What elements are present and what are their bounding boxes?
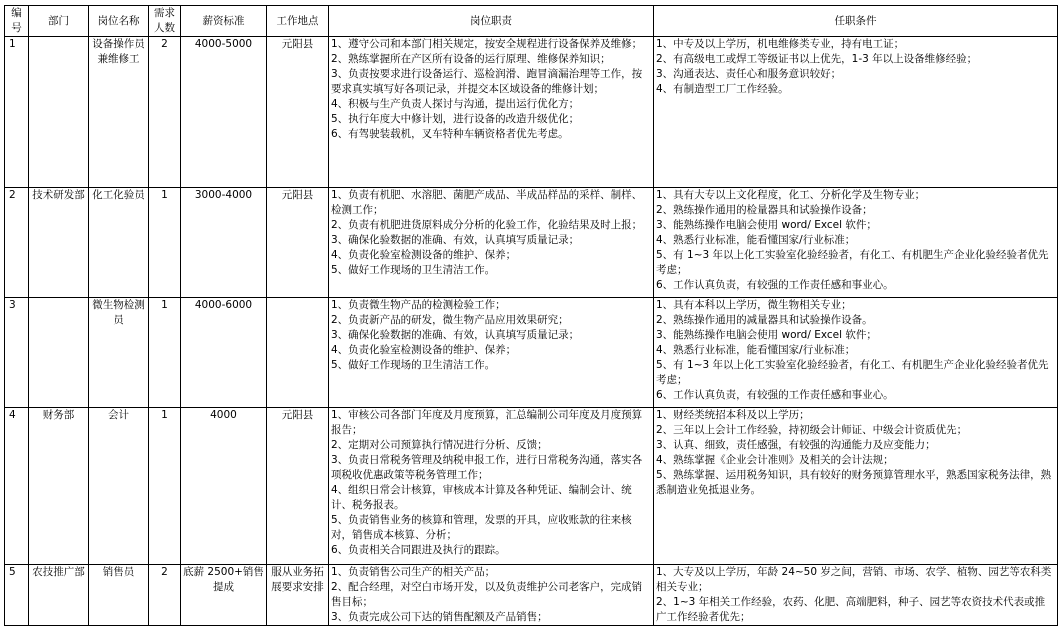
- duty-line: 5、负责销售业务的核算和管理，发票的开具，应收账款的往来核对，销售成本核算、分析；: [331, 514, 632, 541]
- requirement-line: 2、有高级电工或焊工等级证书以上优先，1-3 年以上设备维修经验；: [656, 53, 978, 65]
- cell-number: 3: [5, 298, 29, 408]
- col-header-duties: 岗位职责: [329, 6, 654, 37]
- duty-line: 4、负责化验室检测设备的维护、保养；: [331, 344, 517, 356]
- duty-line: 3、确保化验数据的准确、有效，认真填写质量记录；: [331, 234, 580, 246]
- duty-line: 5、做好工作现场的卫生清洁工作。: [331, 359, 496, 371]
- duty-line: 2、负责新产品的研发，微生物产品应用效果研究；: [331, 314, 569, 326]
- cell-count: 2: [149, 565, 181, 626]
- table-row: [5, 408, 1058, 565]
- header-row: [5, 6, 1058, 37]
- duty-line: 1、遵守公司和本部门相关规定，按安全规程进行设备保养及维修；: [331, 38, 643, 50]
- cell-duties: [329, 408, 654, 565]
- requirement-line: 1、具有大专以上文化程度，化工、分析化学及生物专业；: [656, 189, 926, 201]
- requirement-line: 1、具有本科以上学历，微生物相关专业；: [656, 299, 852, 311]
- requirement-line: 5、熟练掌握、运用税务知识，具有较好的财务预算管理水平，熟悉国家税务法律，熟悉制造业免抵退业务。: [656, 469, 1052, 496]
- requirement-line: 4、熟练掌握《企业会计准则》及相关的会计法规；: [656, 454, 894, 466]
- requirement-line: 1、大专及以上学历，年龄 24~50 岁之间，营销、市场、农学、植物、园艺等农科类相关专业；: [656, 566, 1052, 593]
- cell-requirements: [654, 408, 1058, 565]
- requirement-line: 2、熟练操作通用的减量器具和试验操作设备。: [656, 314, 873, 326]
- duty-line: 1、负责微生物产品的检测检验工作；: [331, 299, 506, 311]
- duty-line: 3、负责日常税务管理及纳税申报工作，进行日常税务沟通，落实各项税收优惠政策等税务管理工作；: [331, 454, 643, 481]
- cell-location: 服从业务拓展要求安排: [267, 565, 329, 626]
- duty-line: 6、有驾驶装载机，叉车特种车辆资格者优先考虑。: [331, 128, 569, 140]
- cell-department: [29, 298, 89, 408]
- cell-salary: 4000-5000: [181, 37, 267, 188]
- cell-requirements: [654, 298, 1058, 408]
- cell-count: 1: [149, 408, 181, 565]
- cell-number: 1: [5, 37, 29, 188]
- duty-line: 4、积极与生产负责人探讨与沟通，提出运行优化方；: [331, 98, 580, 110]
- col-header-count: 需求人数: [149, 6, 181, 37]
- cell-position: 会计: [89, 408, 149, 565]
- table-row: [5, 298, 1058, 408]
- requirement-line: 6、工作认真负责，有较强的工作责任感和事业心。: [656, 389, 894, 401]
- duty-line: 1、审核公司各部门年度及月度预算，汇总编制公司年度及月度预算报告；: [331, 409, 643, 436]
- table-row: [5, 188, 1058, 298]
- cell-position: 微生物检测员: [89, 298, 149, 408]
- requirement-line: 4、熟悉行业标准，能看懂国家/行业标准；: [656, 234, 856, 246]
- duty-line: 5、执行年度大中修计划，进行设备的改造升级优化；: [331, 113, 580, 125]
- requirement-line: 4、有制造型工厂工作经验。: [656, 83, 789, 95]
- cell-location: 元阳县: [267, 37, 329, 188]
- cell-duties: [329, 37, 654, 188]
- requirement-line: 3、能熟练操作电脑会使用 word/ Excel 软件；: [656, 329, 877, 341]
- cell-duties: [329, 565, 654, 626]
- cell-requirements: [654, 188, 1058, 298]
- duty-line: 3、确保化验数据的准确、有效，认真填写质量记录；: [331, 329, 580, 341]
- cell-location: 元阳县: [267, 408, 329, 565]
- col-header-salary: 薪资标准: [181, 6, 267, 37]
- duty-line: 6、负责相关合同跟进及执行的跟踪。: [331, 544, 506, 556]
- duty-line: 2、配合经理，对空白市场开发，以及负责维护公司老客户，完成销售目标；: [331, 581, 643, 608]
- cell-requirements: [654, 37, 1058, 188]
- duty-line: 2、熟练掌握所在产区所有设备的运行原理、维修保养知识；: [331, 53, 611, 65]
- table-row: [5, 37, 1058, 188]
- cell-department: 农技推广部: [29, 565, 89, 626]
- duty-line: 5、做好工作现场的卫生清洁工作。: [331, 264, 496, 276]
- cell-count: 2: [149, 37, 181, 188]
- cell-position: 设备操作员兼维修工: [89, 37, 149, 188]
- requirement-line: 3、能熟练操作电脑会使用 word/ Excel 软件；: [656, 219, 877, 231]
- cell-duties: [329, 298, 654, 408]
- cell-requirements: [654, 565, 1058, 626]
- col-header-position: 岗位名称: [89, 6, 149, 37]
- cell-location: 元阳县: [267, 188, 329, 298]
- col-header-number: 编号: [5, 6, 29, 37]
- col-header-department: 部门: [29, 6, 89, 37]
- col-header-requirements: 任职条件: [654, 6, 1058, 37]
- requirement-line: 5、有 1~3 年以上化工实验室化验经验者，有化工、有机肥生产企业化验经验者优先考虑；: [656, 359, 1049, 386]
- duty-line: 2、定期对公司预算执行情况进行分析、反馈；: [331, 439, 548, 451]
- duty-line: 4、组织日常会计核算，审核成本计算及各种凭证、编制会计、统计、税务报表。: [331, 484, 632, 511]
- requirement-line: 1、财经类统招本科及以上学历；: [656, 409, 810, 421]
- requirement-line: 5、有 1~3 年以上化工实验室化验经验者，有化工、有机肥生产企业化验经验者优先考虑；: [656, 249, 1049, 276]
- cell-number: 2: [5, 188, 29, 298]
- table-row: [5, 565, 1058, 626]
- duty-line: 4、负责化验室检测设备的维护、保养；: [331, 249, 517, 261]
- cell-location: [267, 298, 329, 408]
- duty-line: 3、负责按要求进行设备运行、巡检润滑、跑冒滴漏治理等工作，按要求真实填写好各项记录，并提交本区域设备的维修计划；: [331, 68, 643, 95]
- duty-line: 1、负责销售公司生产的相关产品；: [331, 566, 496, 578]
- requirement-line: 2、1~3 年相关工作经验，农药、化肥、高端肥料，种子、园艺等农资技术代表或推广工作经验者优先；: [656, 596, 1046, 623]
- cell-duties: [329, 188, 654, 298]
- duty-line: 1、负责有机肥、水溶肥、菌肥产成品、半成品样品的采样、制样、检测工作；: [331, 189, 643, 216]
- cell-salary: 3000-4000: [181, 188, 267, 298]
- cell-position: 化工化验员: [89, 188, 149, 298]
- requirement-line: 4、熟悉行业标准，能看懂国家/行业标准；: [656, 344, 856, 356]
- cell-number: 4: [5, 408, 29, 565]
- requirement-line: 1、中专及以上学历，机电维修类专业，持有电工证；: [656, 38, 905, 50]
- requirement-line: 2、熟练操作通用的检量器具和试验操作设备；: [656, 204, 873, 216]
- cell-department: 技术研发部: [29, 188, 89, 298]
- cell-position: 销售员: [89, 565, 149, 626]
- requirement-line: 6、工作认真负责，有较强的工作责任感和事业心。: [656, 279, 894, 291]
- duty-line: 3、负责完成公司下达的销售配额及产品销售；: [331, 611, 548, 623]
- cell-department: [29, 37, 89, 188]
- requirement-line: 3、认真、细致，责任感强，有较强的沟通能力及应变能力；: [656, 439, 936, 451]
- duty-line: 2、负责有机肥进货原料成分分析的化验工作，化验结果及时上报；: [331, 219, 643, 231]
- col-header-location: 工作地点: [267, 6, 329, 37]
- cell-salary: 底薪 2500+销售提成: [181, 565, 267, 626]
- requirement-line: 3、沟通表达、责任心和服务意识较好；: [656, 68, 842, 80]
- cell-count: 1: [149, 188, 181, 298]
- cell-salary: 4000: [181, 408, 267, 565]
- cell-salary: 4000-6000: [181, 298, 267, 408]
- requirement-line: 2、三年以上会计工作经验，持初级会计师证、中级会计资质优先；: [656, 424, 968, 436]
- cell-count: 1: [149, 298, 181, 408]
- cell-department: 财务部: [29, 408, 89, 565]
- cell-number: 5: [5, 565, 29, 626]
- job-table: [4, 5, 1058, 626]
